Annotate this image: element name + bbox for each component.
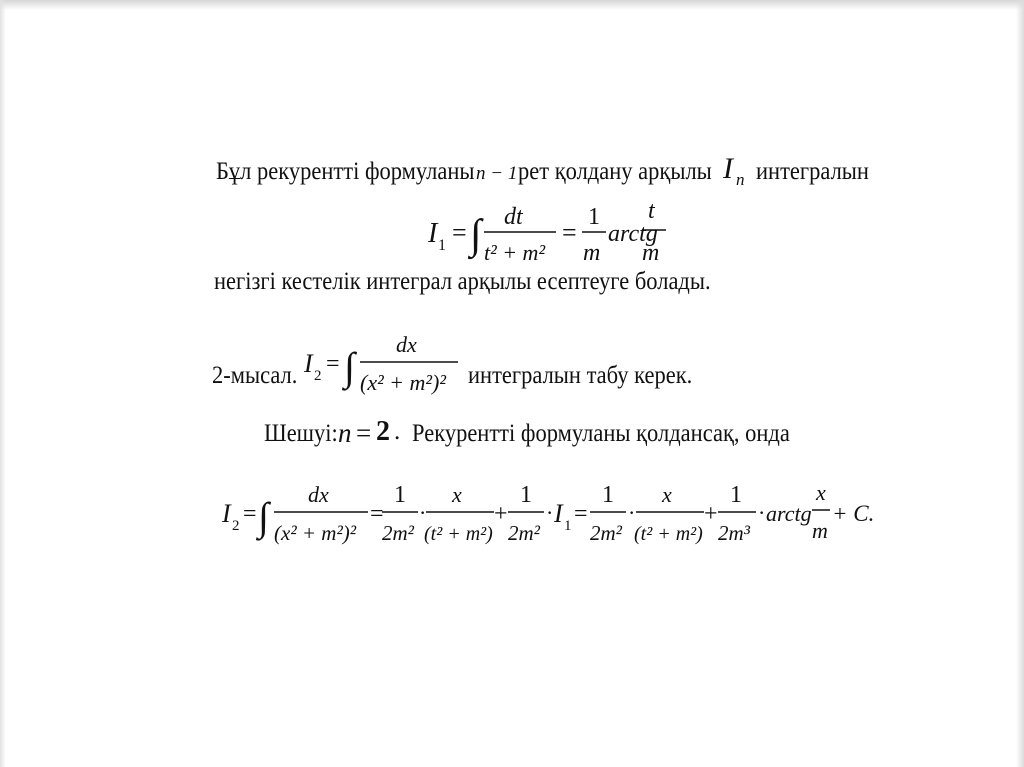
solution-two: 2 bbox=[376, 416, 390, 447]
formula2-frac7-den: 2m³ bbox=[718, 521, 750, 545]
formula1-m: m bbox=[583, 240, 601, 266]
formula2-frac4-num: 1 bbox=[520, 482, 532, 508]
solution-equals: = bbox=[356, 418, 372, 448]
formula2-frac5-den: 2m² bbox=[590, 521, 622, 545]
formula2-frac1-den: (x² + m²)² bbox=[274, 521, 357, 545]
example-I-sub: 2 bbox=[314, 368, 322, 384]
formula2-arctg: arctg bbox=[766, 501, 812, 526]
formula1-numerator: dt bbox=[504, 204, 523, 230]
formula2-frac6-num: x bbox=[662, 482, 672, 507]
formula2-integral-sign: ∫ bbox=[258, 494, 269, 539]
line1-text-start: Бұл рекурентті формуланы bbox=[216, 158, 475, 185]
formula1-I: I bbox=[428, 218, 438, 249]
formula2-frac8-den: m bbox=[812, 518, 828, 543]
formula2-frac5-num: 1 bbox=[602, 482, 614, 508]
formula1-I-sub: 1 bbox=[438, 237, 446, 254]
solution-n: n bbox=[338, 418, 352, 448]
formula2-I: I bbox=[222, 499, 231, 528]
formula1-one: 1 bbox=[588, 204, 600, 230]
formula2-frac3-den: (t² + m²) bbox=[424, 523, 493, 545]
formula-I1 bbox=[420, 192, 670, 272]
formula1-equals: = bbox=[452, 218, 467, 247]
example-numerator: dx bbox=[396, 332, 417, 357]
formula2-equals-2: = bbox=[370, 501, 384, 527]
solution-label: Шешуі: bbox=[264, 420, 338, 447]
solution-text-end: Рекурентті формуланы қолдансақ, онда bbox=[412, 420, 790, 447]
line1-text-mid: рет қолдану арқылы bbox=[518, 158, 712, 185]
example-integral-sign: ∫ bbox=[344, 344, 355, 389]
formula2-frac3-num: x bbox=[452, 482, 462, 507]
formula2-frac2-num: 1 bbox=[394, 482, 406, 508]
formula1-equals-2: = bbox=[562, 218, 577, 247]
formula-I2-solution bbox=[218, 478, 875, 560]
example-equals: = bbox=[326, 351, 340, 377]
line1-n-minus-one: n − 1 bbox=[476, 163, 518, 184]
formula1-integral-sign: ∫ bbox=[470, 212, 482, 258]
formula2-plus-2: + bbox=[704, 501, 718, 527]
formula2-frac8-num: x bbox=[816, 480, 826, 505]
line1-text-end: интегралын bbox=[756, 158, 869, 185]
example-text-end: интегралын табу керек. bbox=[468, 362, 693, 389]
formula2-frac4-den: 2m² bbox=[508, 521, 540, 545]
formula2-frac2-den: 2m² bbox=[382, 521, 414, 545]
example-integral bbox=[300, 328, 470, 400]
formula1-t: t bbox=[648, 198, 655, 224]
formula2-frac7-num: 1 bbox=[730, 482, 742, 508]
formula2-frac1-num: dx bbox=[308, 482, 329, 507]
formula2-cdot-1: · bbox=[419, 500, 427, 525]
formula2-plus-1: + bbox=[494, 501, 508, 527]
formula2-I1: I bbox=[554, 499, 563, 528]
example-I: I bbox=[304, 349, 313, 378]
line1-I-symbol: I bbox=[723, 152, 733, 185]
slide-shadow-top bbox=[0, 0, 1024, 10]
formula1-arctg: arctg bbox=[608, 221, 658, 247]
line1-I-subscript: n bbox=[736, 170, 745, 189]
formula2-equals: = bbox=[243, 501, 257, 527]
formula2-equals-3: = bbox=[574, 501, 588, 527]
slide-shadow-right bbox=[1016, 0, 1024, 767]
formula2-cdot-2: · bbox=[546, 500, 554, 525]
example-denominator: (x² + m²)² bbox=[360, 370, 446, 395]
formula2-cdot-4: · bbox=[758, 500, 766, 525]
formula1-denominator: t² + m² bbox=[484, 240, 546, 265]
solution-dot: . bbox=[394, 418, 401, 445]
slide-shadow-left bbox=[0, 0, 6, 767]
formula2-cdot-3: · bbox=[628, 500, 636, 525]
formula2-I-sub: 2 bbox=[232, 518, 240, 534]
formula2-frac6-den: (t² + m²) bbox=[634, 523, 703, 545]
formula2-tail: + C. bbox=[832, 501, 875, 526]
formula1-m-2: m bbox=[642, 240, 660, 266]
line2-text: негізгі кестелік интеграл арқылы есептеуге болады. bbox=[214, 268, 711, 295]
example-label: 2-мысал. bbox=[212, 362, 298, 389]
formula2-I1-sub: 1 bbox=[564, 518, 572, 534]
